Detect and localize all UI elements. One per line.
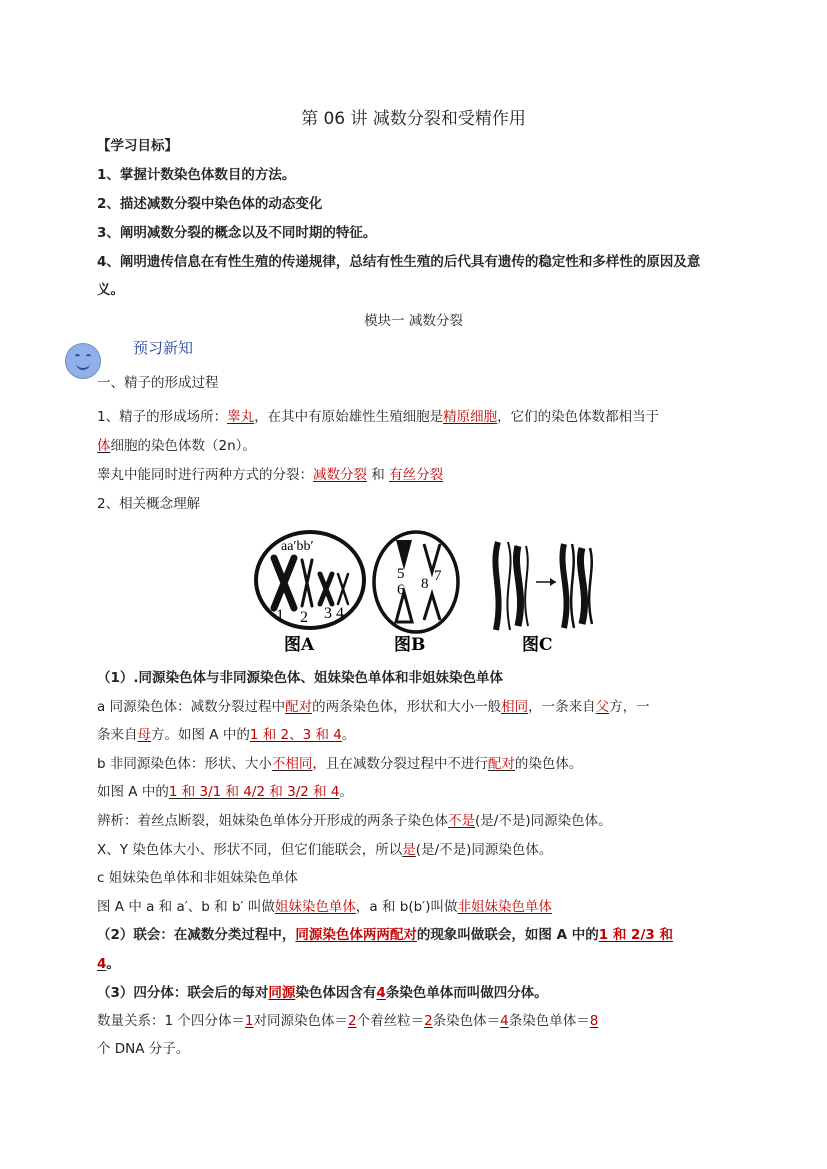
sister-chromatid-def: 图 A 中 a 和 a′、b 和 b′ 叫做姐妹染色单体，a 和 b(b′)叫做非姐妹染色单体 [97, 899, 552, 915]
answer-blank: 睾丸 [227, 409, 255, 425]
figure-a-top-label: aa′bb′ [281, 539, 314, 554]
objective-item: 4、阐明遗传信息在有性生殖的传递规律，总结有性生殖的后代具有遗传的稳定性和多样性的原因及意 [97, 254, 701, 270]
answer-blank: 体 [97, 438, 111, 454]
figure-b-num: 6 [397, 582, 405, 598]
tetrad-def: （3）四分体：联会后的每对同源染色体因含有4条染色单体而叫做四分体。 [97, 985, 548, 1001]
answer-blank: 4 [500, 1013, 509, 1029]
figure-a-num: 3 [324, 605, 332, 622]
figure-b-num: 7 [434, 568, 442, 584]
answer-blank: 母 [137, 727, 151, 743]
preview-label: 预习新知 [133, 339, 194, 357]
paragraph-3: 2、相关概念理解 [97, 496, 201, 512]
objective-item: 义。 [97, 282, 124, 298]
quantity-relation-cont: 个 DNA 分子。 [97, 1041, 190, 1057]
sister-chromatid-heading: c 姐妹染色单体和非姐妹染色单体 [97, 870, 298, 886]
analysis-2: X、Y 染色体大小、形状不同，但它们能联会，所以是(是/不是)同源染色体。 [97, 842, 553, 858]
nonhomologous-example: 如图 A 中的1 和 3/1 和 4/2 和 3/2 和 4。 [97, 784, 354, 800]
synapsis-def: （2）联会：在减数分类过程中，同源染色体两两配对的现象叫做联会，如图 A 中的1 和 2/3 和 [97, 927, 673, 943]
chromosome-diagram [254, 530, 599, 658]
homologous-def-cont: 条来自母方。如图 A 中的1 和 2、3 和 4。 [97, 727, 356, 743]
answer-blank: 减数分裂 [313, 467, 367, 483]
answer-blank: 1 和 2、3 和 4 [249, 727, 342, 743]
answer-blank: 同源染色体两两配对 [295, 927, 417, 943]
figure-a-num: 1 [276, 607, 284, 624]
answer-blank: 1 [244, 1013, 254, 1029]
figure-a-num: 4 [336, 605, 344, 622]
paragraph-1: 1、精子的形成场所：睾丸，在其中有原始雄性生殖细胞是精原细胞，它们的染色体数都相当于 [97, 409, 660, 425]
answer-blank: 4 [376, 985, 386, 1001]
section-heading: 一、精子的形成过程 [97, 375, 219, 391]
answer-blank: 父 [595, 699, 610, 715]
paragraph-2: 睾丸中能同时进行两种方式的分裂：减数分裂 和 有丝分裂 [97, 467, 444, 483]
figure-c [495, 542, 592, 655]
heading-homologous: （1）.同源染色体与非同源染色体、姐妹染色单体和非姐妹染色单体 [97, 670, 504, 686]
figure-b-label: 图B [394, 635, 426, 655]
answer-blank: 精原细胞 [443, 409, 498, 425]
answer-blank: 2 [347, 1013, 357, 1029]
answer-blank: 不相同 [271, 756, 313, 772]
objective-item: 2、描述减数分裂中染色体的动态变化 [97, 196, 323, 212]
nonhomologous-def: b 非同源染色体：形状、大小不相同，且在减数分裂过程中不进行配对的染色体。 [97, 756, 583, 772]
figure-b [374, 532, 458, 655]
objective-item: 1、掌握计数染色体数目的方法。 [97, 167, 296, 183]
answer-blank: 同源 [268, 985, 296, 1001]
figure-a [256, 532, 364, 655]
answer-blank: 4 [97, 956, 107, 972]
figure-b-num: 8 [421, 576, 429, 592]
module-heading: 模块一 减数分裂 [364, 313, 463, 329]
synapsis-def-cont: 4。 [97, 956, 120, 972]
page-title: 第 06 讲 减数分裂和受精作用 [301, 109, 526, 129]
objective-item: 3、阐明减数分裂的概念以及不同时期的特征。 [97, 225, 377, 241]
quantity-relation: 数量关系：1 个四分体＝1对同源染色体＝2个着丝粒＝2条染色体＝4条染色单体＝8 [97, 1013, 599, 1029]
objectives-header: 【学习目标】 [97, 138, 178, 154]
answer-blank: 配对 [285, 699, 313, 715]
answer-blank: 1 和 2/3 和 [598, 927, 673, 943]
answer-blank: 配对 [487, 756, 515, 772]
answer-blank: 相同 [501, 699, 529, 715]
answer-blank: 非姐妹染色单体 [457, 899, 552, 915]
answer-blank: 不是 [448, 813, 475, 829]
smiley-icon [65, 343, 101, 379]
figure-a-num: 2 [300, 609, 308, 626]
figure-b-num: 5 [397, 566, 405, 582]
answer-blank: 有丝分裂 [389, 467, 444, 483]
answer-blank: 1 和 3/1 和 4/2 和 3/2 和 4 [168, 784, 340, 800]
figure-a-label: 图A [284, 635, 315, 655]
figure-c-label: 图C [522, 635, 553, 655]
answer-blank: 是 [402, 842, 416, 858]
chromosome-figures [254, 530, 599, 658]
answer-blank: 2 [424, 1013, 433, 1029]
homologous-def: a 同源染色体：减数分裂过程中配对的两条染色体，形状和大小一般相同，一条来自父方，一 [97, 699, 650, 715]
paragraph-1-cont: 体细胞的染色体数（2n）。 [97, 438, 256, 454]
analysis-1: 辨析：着丝点断裂，姐妹染色单体分开形成的两条子染色体不是(是/不是)同源染色体。 [97, 813, 612, 829]
answer-blank: 8 [589, 1013, 599, 1029]
answer-blank: 姐妹染色单体 [274, 899, 356, 915]
